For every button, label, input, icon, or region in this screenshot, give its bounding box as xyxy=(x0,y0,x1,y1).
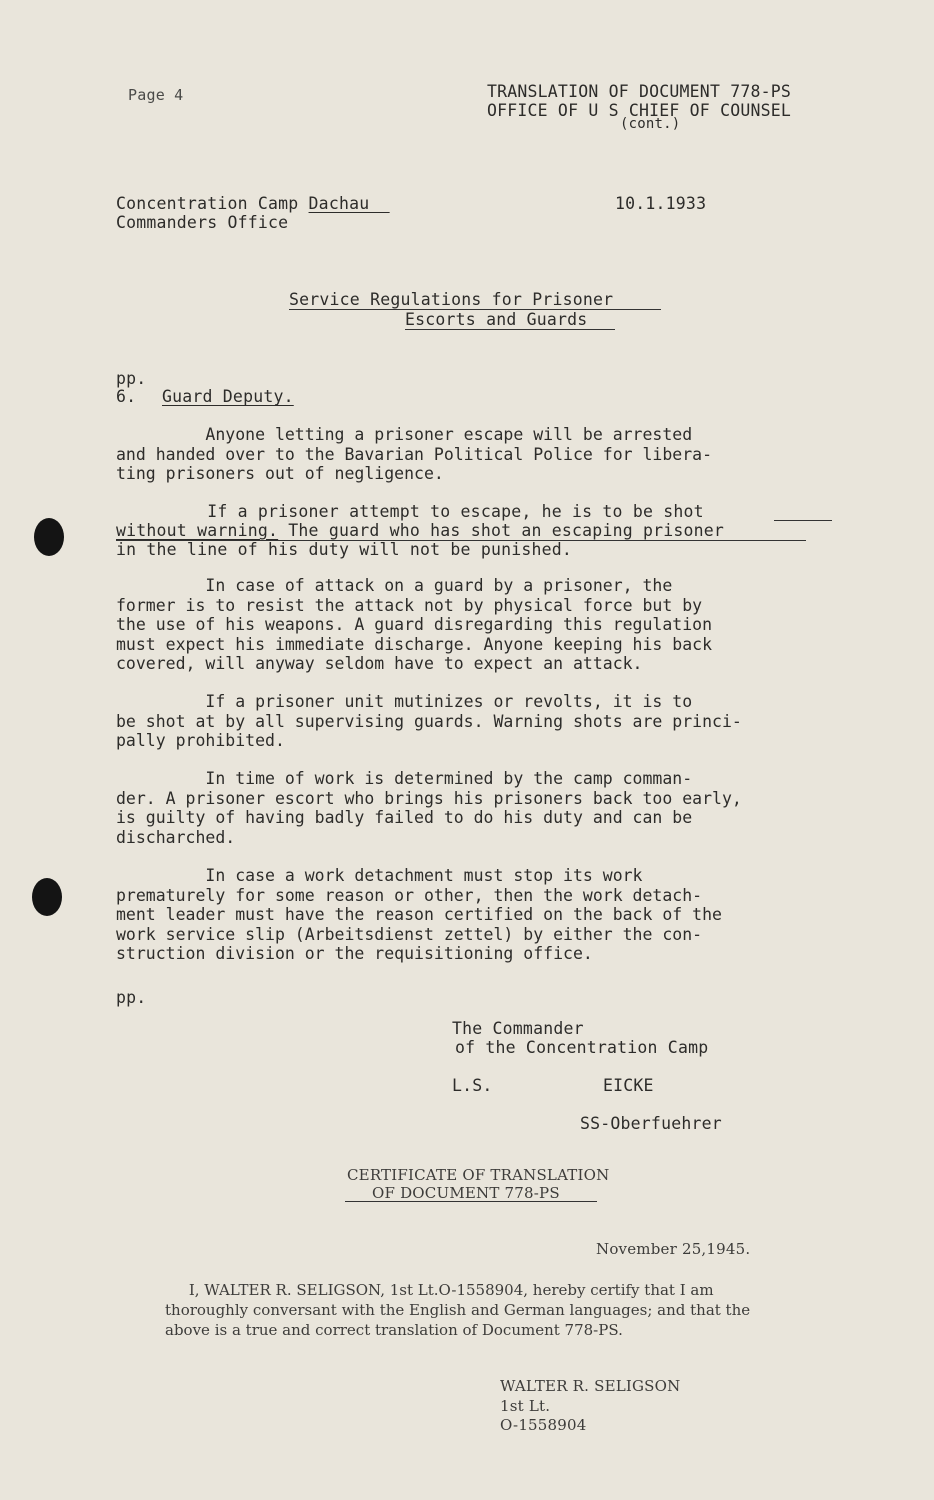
shot-underline xyxy=(774,520,832,521)
closing-pp: pp. xyxy=(116,988,147,1007)
subject-line2: Escorts and Guards xyxy=(405,310,588,329)
certificate-title-line2: OF DOCUMENT 778-PS xyxy=(372,1184,560,1202)
commander-line1: The Commander xyxy=(452,1019,584,1038)
paragraph-2-line2-rest: The guard who has shot an escaping prisoner xyxy=(278,521,725,540)
subject-line1: Service Regulations for Prisoner xyxy=(289,290,614,309)
certificate-title-underline xyxy=(345,1201,597,1202)
ls-mark: L.S. xyxy=(452,1076,493,1095)
certificate-date: November 25,1945. xyxy=(596,1240,751,1258)
section-pp: pp. xyxy=(116,369,147,388)
paragraph-2-line1-text: If a prisoner attempt to escape, he is to be shot xyxy=(116,502,704,521)
header-cont: (cont.) xyxy=(620,116,681,132)
section-heading: Guard Deputy. xyxy=(162,387,294,406)
paragraph-6: In case a work detachment must stop its work prematurely for some reason or other, then the work detach- ment leader must have the reason certified on the back of the work service slip (Arbeitsdienst zettel) by either the con- struction division or the requisitioning office. xyxy=(116,866,722,963)
certificate-sig-rank: 1st Lt. xyxy=(500,1397,551,1415)
commander-line2: of the Concentration Camp xyxy=(455,1038,709,1057)
signatory-name: EICKE xyxy=(603,1076,654,1095)
subject-underline2 xyxy=(405,329,615,330)
section-number: 6. xyxy=(116,387,137,406)
paragraph-2-line3: in the line of his duty will not be punished. xyxy=(116,540,573,559)
header-title-line1: TRANSLATION OF DOCUMENT 778-PS xyxy=(487,82,792,101)
paragraph-2-line2 xyxy=(116,521,724,541)
punch-hole-bottom xyxy=(32,878,62,916)
paragraph-5: In time of work is determined by the camp comman- der. A prisoner escort who brings his prisoners back too early, is guilty of having badly failed to do his duty and can be discharched. xyxy=(116,769,742,847)
certificate-sig-name: WALTER R. SELIGSON xyxy=(500,1377,681,1395)
paragraph-4: If a prisoner unit mutinizes or revolts, it is to be shot at by all supervising guards. Warning shots are princi- pally prohibited. xyxy=(116,692,742,750)
paragraph-1: Anyone letting a prisoner escape will be arrested and handed over to the Bavarian Political Police for libera- ting prisoners out of negligence. xyxy=(116,425,713,483)
certificate-body: I, WALTER R. SELIGSON, 1st Lt.O-1558904, hereby certify that I am thoroughly conversant with the English and German languages; and that the above is a true and correct translation of Document 778-PS. xyxy=(165,1281,751,1339)
sender-date: 10.1.1933 xyxy=(615,194,707,213)
header-title-line2: OFFICE OF U S CHIEF OF COUNSEL xyxy=(487,101,792,120)
sender-line1: Concentration Camp Dachau xyxy=(116,194,390,213)
certificate-title-line1: CERTIFICATE OF TRANSLATION xyxy=(347,1166,610,1184)
paragraph-2-line1 xyxy=(116,502,704,522)
paragraph-3: In case of attack on a guard by a prisoner, the former is to resist the attack not by physical force but by the use of his weapons. A guard disregarding this regulation must expect his immediate discharge. Anyone keeping his back covered, will anyway seldom have to expect an attack. xyxy=(116,576,713,673)
signatory-rank: SS-Oberfuehrer xyxy=(580,1114,722,1133)
certificate-sig-serial: O-1558904 xyxy=(500,1416,587,1434)
punch-hole-top xyxy=(34,518,64,556)
page-label: Page 4 xyxy=(128,86,184,104)
sender-place: Dachau xyxy=(308,194,390,213)
sender-line2: Commanders Office xyxy=(116,213,289,232)
without-warning-text: without warning. xyxy=(116,521,279,540)
